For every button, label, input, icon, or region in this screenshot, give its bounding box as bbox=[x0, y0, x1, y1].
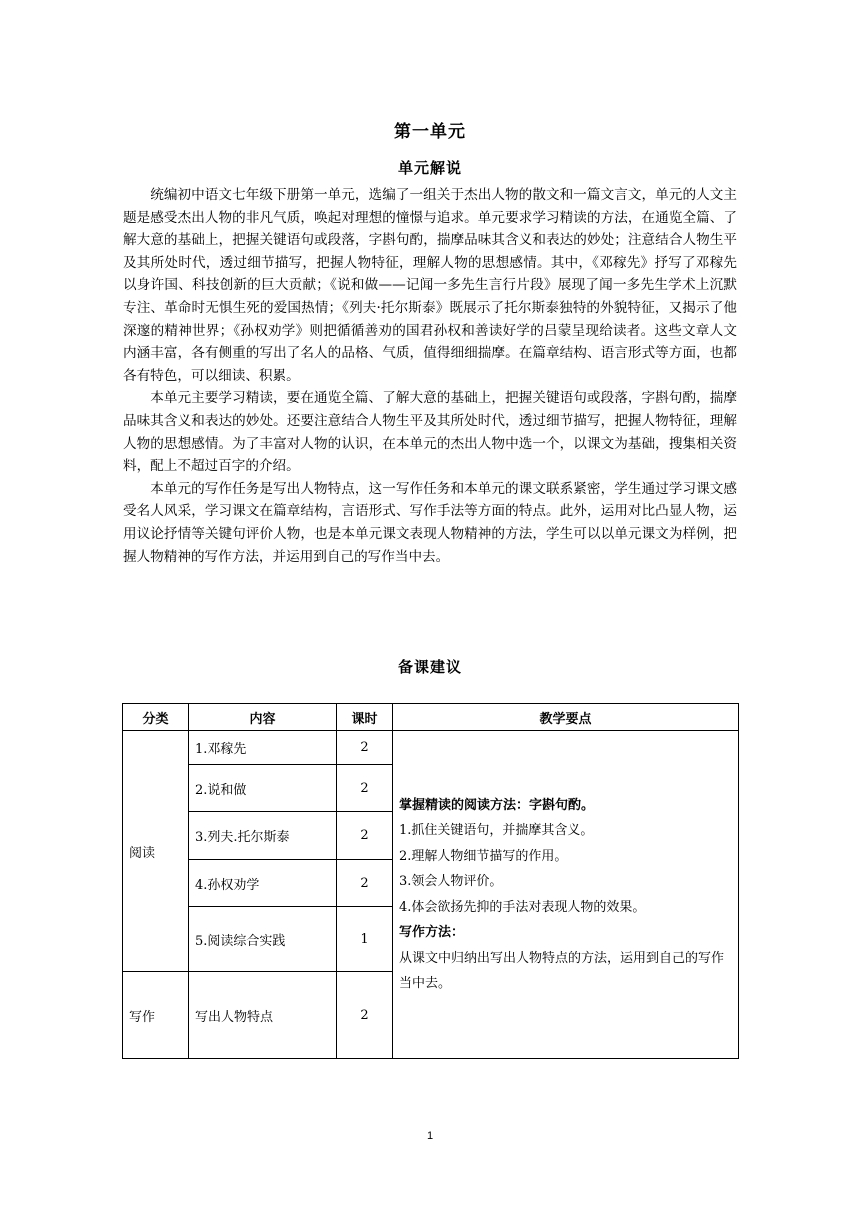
lesson-plan-table bbox=[122, 703, 739, 1059]
point-item: 3.领会人物评价。 bbox=[399, 874, 503, 889]
point-item: 2.理解人物细节描写的作用。 bbox=[399, 848, 568, 864]
header-teaching-points: 教学要点 bbox=[393, 704, 739, 731]
category-reading: 阅读 bbox=[123, 731, 189, 972]
content-cell: 写出人物特点 bbox=[189, 972, 337, 1059]
header-hours: 课时 bbox=[337, 704, 393, 731]
header-content: 内容 bbox=[189, 704, 337, 731]
paragraph: 本单元主要学习精读，要在通览全篇、了解大意的基础上，把握关键语句或段落，字斟句酌，揣摩品味其含义和表达的妙处。还要注意结合人物生平及其所处时代，透过细节描写，把握人物特征，理解人物的思想感情。为了丰富对人物的认识，在本单元的杰出人物中选一个，以课文为基础，搜集相关资料，配上不超过百字的介绍。 bbox=[123, 390, 737, 475]
teaching-points-cell bbox=[393, 731, 739, 1059]
hours-cell: 2 bbox=[337, 860, 393, 907]
hours-cell: 2 bbox=[337, 731, 393, 765]
table-row bbox=[123, 731, 739, 765]
reading-method-heading: 掌握精读的阅读方法：字斟句酌。 bbox=[399, 797, 595, 813]
page-number: 1 bbox=[426, 1130, 434, 1142]
section-heading-lesson-suggestions: 备课建议 bbox=[397, 658, 462, 676]
hours-cell: 2 bbox=[337, 765, 393, 812]
content-cell: 4.孙权劝学 bbox=[189, 860, 337, 907]
point-item: 1.抓住关键语句，并揣摩其含义。 bbox=[399, 823, 594, 838]
category-writing: 写作 bbox=[123, 972, 189, 1059]
hours-cell: 2 bbox=[337, 972, 393, 1059]
page-title: 第一单元 bbox=[394, 122, 466, 142]
section-heading-unit-explanation: 单元解说 bbox=[397, 159, 462, 177]
hours-cell: 1 bbox=[337, 907, 393, 972]
table-header-row bbox=[123, 704, 739, 731]
content-cell: 1.邓稼先 bbox=[189, 731, 337, 765]
content-cell: 3.列夫.托尔斯泰 bbox=[189, 812, 337, 860]
content-cell: 2.说和做 bbox=[189, 765, 337, 812]
unit-explanation-body bbox=[123, 184, 737, 568]
content-cell: 5.阅读综合实践 bbox=[189, 907, 337, 972]
header-category: 分类 bbox=[123, 704, 189, 731]
paragraph: 统编初中语文七年级下册第一单元，选编了一组关于杰出人物的散文和一篇文言文，单元的人文主题是感受杰出人物的非凡气质，唤起对理想的憧憬与追求。单元要求学习精读的方法，在通览全篇、了解大意的基础上，把握关键语句或段落，字斟句酌，揣摩品味其含义和表达的妙处；注意结合人物生平及其所处时代，透过细节描写，把握人物特征，理解人物的思想感情。其中，《邓稼先》抒写了邓稼先以身许国、科技创新的巨大贡献；《说和做——记闻一多先生言行片段》展现了闻一多先生学术上沉默专注、革命时无惧生死的爱国热情；《列夫·托尔斯泰》既展示了托尔斯泰独特的外貌特征，又揭示了他深邃的精神世界；《孙权劝学》则把循循善劝的国君孙权和善读好学的吕蒙呈现给读者。这些文章人文内涵丰富，各有侧重的写出了名人的品格、气质，值得细细揣摩。在篇章结构、语言形式等方面，也都各有特色，可以细读、积累。 bbox=[123, 187, 737, 384]
paragraph: 本单元的写作任务是写出人物特点，这一写作任务和本单元的课文联系紧密，学生通过学习课文感受名人风采，学习课文在篇章结构，言语形式、写作手法等方面的特点。此外，运用对比凸显人物，运用议论抒情等关键句评价人物，也是本单元课文表现人物精神的方法，学生可以以单元课文为样例，把握人物精神的写作方法，并运用到自己的写作当中去。 bbox=[123, 480, 737, 565]
writing-method-heading: 写作方法： bbox=[399, 925, 465, 940]
writing-method-text: 从课文中归纳出写出人物特点的方法，运用到自己的写作当中去。 bbox=[399, 950, 725, 991]
hours-cell: 2 bbox=[337, 812, 393, 860]
point-item: 4.体会欲扬先抑的手法对表现人物的效果。 bbox=[399, 899, 646, 915]
